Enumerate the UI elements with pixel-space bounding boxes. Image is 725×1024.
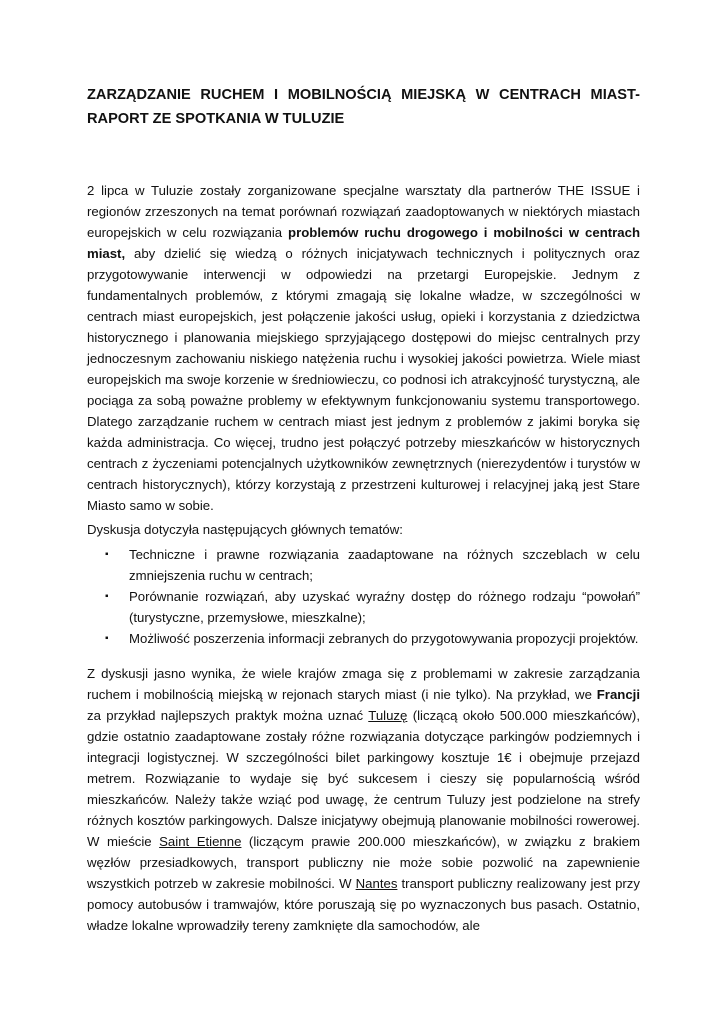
square-bullet-icon: ▪ xyxy=(105,549,109,560)
square-bullet-icon: ▪ xyxy=(105,591,109,602)
p2-text-a: Z dyskusji jasno wynika, że wiele krajów zmaga się z problemami w zakresie zarządzania ruchem i mobilnością miejską w rejonach starych miast (i nie tylko). Na przykład, we xyxy=(87,666,640,702)
nantes-link[interactable]: Nantes xyxy=(355,876,398,891)
tuluza-link[interactable]: Tuluzę xyxy=(368,708,408,723)
document-title: ZARZĄDZANIE RUCHEM I MOBILNOŚCIĄ MIEJSKĄ W CENTRACH MIAST-RAPORT ZE SPOTKANIA W TULUZIE xyxy=(87,87,640,127)
list-item xyxy=(87,628,640,649)
discussion-intro: Dyskusja dotyczyła następujących głównych tematów: xyxy=(87,522,403,537)
p1-text-a: 2 lipca w Tuluzie zostały zorganizowane specjalne warsztaty dla partnerów THE ISSUE i regionów zrzeszonych na temat porównań rozwiązań zaadoptowanych w niektórych miastach europejskich w celu rozwiązania xyxy=(87,183,640,240)
p2-text-d: (liczącym prawie 200.000 mieszkańców), w związku z brakiem węzłów przesiadkowych, transport publiczny nie może sobie pozwolić na zapewnienie wszystkich potrzeb w zakresie mobilności. W xyxy=(87,834,641,891)
paragraph-intro-workshop xyxy=(87,180,640,516)
paragraph-discussion-results xyxy=(87,663,640,936)
francja-bold: Francji xyxy=(596,687,640,702)
p1-text-b: aby dzielić się wiedzą o różnych inicjatywach technicznych i politycznych oraz przygotowywanie interwencji w odpowiedzi na przetargi Europejskie. Jednym z fundamentalnych problemów, z którymi zmagają się lokalne władze, w szczególności w centrach miast europejskich, jest połączenie jakości usług, opieki i korzystania z dziedzictwa historycznego i planowania miejskiego sprzyjającego dostępowi do miejsc centralnych przy jednoczesnym zachowaniu niskiego natężenia ruchu i wysokiej jakości powietrza. Wiele miast europejskich ma swoje korzenie w średniowieczu, co podnosi ich atrakcyjność turystyczną, ale pociąga za sobą poważne problemy w efektywnym funkcjonowaniu systemu transportowego. Dlatego zarządzanie ruchem w centrach miast jest jednym z problemów z jakimi boryka się każda administracja. Co więcej, trudno jest połączyć potrzeby mieszkańców w historycznych centrach z życzeniami potencjalnych użytkowników zewnętrznych (nierezydentów i turystów w centrach historycznych), którzy korzystają z przestrzeni kulturowej i relacyjnej jaką jest Stare Miasto samo w sobie. xyxy=(87,246,640,513)
list-item xyxy=(87,586,640,628)
list-item xyxy=(87,544,640,586)
p2-text-c: (liczącą około 500.000 mieszkańców), gdzie ostatnio zaadaptowane zostały różne rozwiązania dotyczące parkingów podziemnych i integracji logistycznej. W szczególności bilet parkingowy kosztuje 1€ i obejmuje przejazd metrem. Rozwiązanie to wydaje się być sukcesem i cieszy się popularnością wśród mieszkańców. Należy także wziąć pod uwagę, że centrum Tuluzy jest podzielone na strefy różnych kosztów parkingowych. Dalsze inicjatywy obejmują planowanie mobilności rowerowej. W mieście xyxy=(87,708,640,849)
p1-bold-phrase: problemów ruchu drogowego i mobilności w centrach miast, xyxy=(87,225,641,261)
list-item-text: Techniczne i prawne rozwiązania zaadaptowane na różnych szczeblach w celu zmniejszenia ruchu w centrach; xyxy=(129,547,640,583)
list-item-text: Możliwość poszerzenia informacji zebranych do przygotowywania propozycji projektów. xyxy=(129,631,639,646)
saint-etienne-link[interactable]: Saint Etienne xyxy=(159,834,242,849)
topics-list xyxy=(87,544,640,649)
list-item-text: Porównanie rozwiązań, aby uzyskać wyraźny dostęp do różnego rodzaju “powołań” (turystyczne, przemysłowe, mieszkalne); xyxy=(129,589,640,625)
p2-text-e: transport publiczny realizowany jest przy pomocy autobusów i tramwajów, które poruszają się po wyznaczonych bus pasach. Ostatnio, władze lokalne wprowadziły tereny zamknięte dla samochodów, ale xyxy=(87,876,640,933)
square-bullet-icon: ▪ xyxy=(105,633,109,644)
p2-text-b: za przykład najlepszych praktyk można uznać xyxy=(87,708,369,723)
